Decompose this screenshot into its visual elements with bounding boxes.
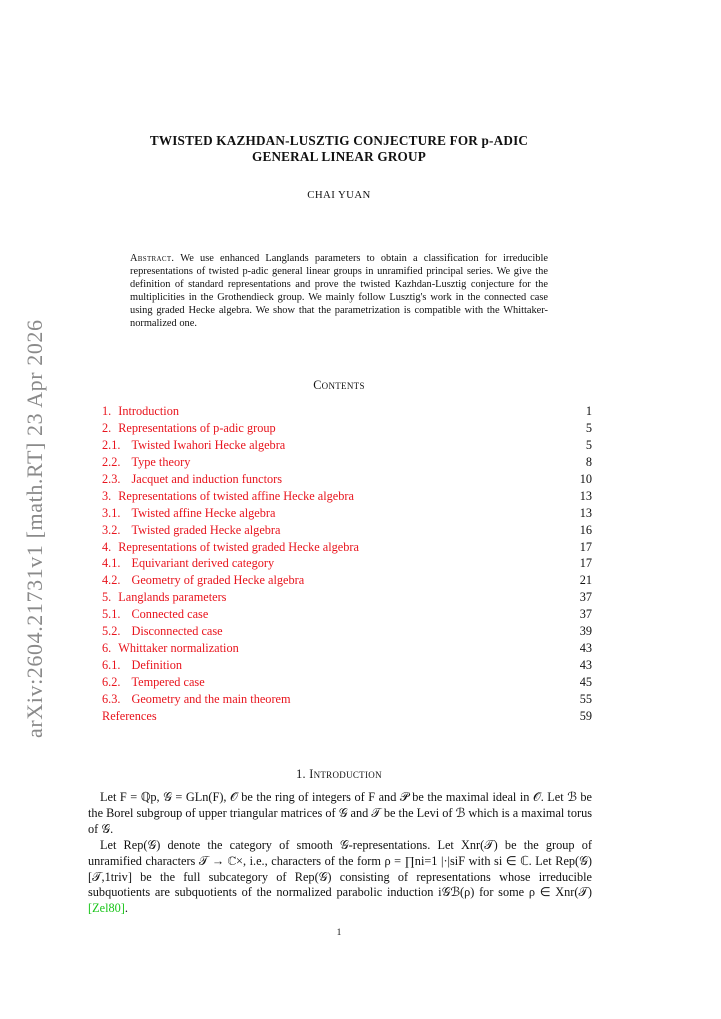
- toc-entry-link[interactable]: [102, 675, 205, 689]
- toc-entry-link[interactable]: [102, 489, 354, 503]
- toc-entry-page: 21: [579, 573, 592, 588]
- section-heading-introduction: 1. Introduction: [296, 767, 382, 781]
- toc-entry-page: 5: [585, 437, 592, 452]
- paper-title: [100, 133, 578, 165]
- toc-entry[interactable]: [102, 555, 592, 572]
- toc-entry-link[interactable]: [102, 641, 239, 655]
- toc-entry[interactable]: [102, 674, 592, 691]
- intro-paragraph-1: Let F = ℚp, 𝒢 = GLn(F), 𝒪 be the ring of integers of F and 𝒫 be the maximal ideal in 𝒪. Let ℬ be the Borel subgroup of upper triangular matrices of 𝒢 and 𝒯 be the Levi of ℬ which is a maximal torus of 𝒢.: [88, 790, 592, 836]
- abstract: [130, 252, 548, 331]
- toc-entry-page: 45: [579, 675, 592, 689]
- toc-entry-page: 59: [579, 708, 592, 723]
- toc-entry-number: 6.1.: [102, 658, 121, 673]
- arxiv-identifier: arXiv:2604.21731v1 [math.RT] 23 Apr 2026: [22, 319, 47, 738]
- toc-entry-title: Representations of twisted affine Hecke algebra: [118, 488, 354, 503]
- toc-entry-number: 2.1.: [102, 437, 121, 452]
- toc-entry-link[interactable]: [102, 438, 285, 452]
- toc-entry-number: 5.2.: [102, 624, 121, 639]
- toc-entry-page: 5: [585, 420, 592, 435]
- paper-author: CHAI YUAN: [307, 189, 371, 201]
- toc-entry-title: Disconnected case: [131, 624, 223, 639]
- toc-entry-number: 3.2.: [102, 522, 121, 537]
- toc-entry-link[interactable]: [102, 523, 280, 537]
- toc-entry-title: Representations of twisted graded Hecke algebra: [118, 539, 359, 554]
- toc-entry-link[interactable]: [102, 658, 182, 672]
- toc-entry-number: 6.2.: [102, 675, 121, 689]
- toc-entry-link[interactable]: [102, 624, 223, 638]
- toc-entry-number: 2.2.: [102, 454, 121, 469]
- toc-entry-title: Langlands parameters: [118, 590, 227, 605]
- toc-entry-page: 39: [579, 624, 592, 639]
- citation-link-zel80[interactable]: [Zel80]: [88, 901, 125, 916]
- toc-entry-number: 4.: [102, 539, 112, 554]
- toc-entry-title: Introduction: [118, 404, 180, 418]
- toc-entry-number: 4.1.: [102, 556, 121, 571]
- introduction-body: [88, 790, 592, 917]
- toc-entry[interactable]: [102, 539, 592, 556]
- toc-entry-title: Equivariant derived category: [131, 556, 275, 571]
- toc-entry[interactable]: [102, 471, 592, 488]
- toc-entry-link[interactable]: [102, 506, 275, 520]
- toc-entry[interactable]: [102, 505, 592, 522]
- toc-entry-page: 16: [579, 522, 592, 537]
- toc-entry-title: Twisted Iwahori Hecke algebra: [131, 437, 286, 452]
- toc-entry-title: Geometry and the main theorem: [131, 691, 291, 706]
- toc-entry-title: Connected case: [131, 607, 209, 622]
- toc-entry-page: 37: [579, 590, 592, 605]
- toc-entry-title: References: [102, 708, 157, 723]
- abstract-text: We use enhanced Langlands parameters to obtain a classification for irreducible representations of twisted p-adic general linear groups in unramified principal series. We give the definition of standard representations and prove the twisted Kazhdan-Lusztig conjecture for the multiplicities in the Grothendieck group. We mainly follow Lusztig's work in the connected case using graded Hecke algebra. We show that the parametrization is compatible with the Whittaker-normalized one.: [130, 253, 548, 330]
- toc-entry-page: 43: [579, 641, 592, 656]
- toc-entry-link[interactable]: [102, 404, 179, 418]
- toc-entry-number: 5.1.: [102, 607, 121, 622]
- toc-entry[interactable]: [102, 589, 592, 606]
- toc-entry-page: 55: [579, 691, 592, 706]
- toc-entry-number: 3.1.: [102, 505, 121, 520]
- page-number: 1: [336, 928, 342, 938]
- toc-entry-title: Definition: [131, 658, 182, 673]
- toc-entry[interactable]: [102, 488, 592, 505]
- toc-entry-link[interactable]: [102, 556, 274, 570]
- toc-entry-link[interactable]: [102, 692, 291, 706]
- toc-entry-number: 2.3.: [102, 471, 121, 486]
- toc-entry-number: 4.2.: [102, 573, 121, 588]
- toc-entry-link[interactable]: [102, 573, 304, 587]
- toc-entry-title: Twisted affine Hecke algebra: [131, 505, 276, 520]
- contents-heading: Contents: [313, 378, 365, 392]
- toc-entry-link[interactable]: [102, 590, 226, 604]
- toc-entry[interactable]: [102, 420, 592, 437]
- intro-paragraph-2-end: .: [124, 901, 128, 916]
- toc-entry-title: Twisted graded Hecke algebra: [131, 522, 281, 537]
- toc-entry-link[interactable]: [102, 472, 282, 486]
- toc-entry-number: 6.3.: [102, 691, 121, 706]
- table-of-contents: [102, 403, 592, 725]
- toc-entry[interactable]: [102, 572, 592, 589]
- toc-entry[interactable]: [102, 454, 592, 471]
- toc-entry[interactable]: [102, 691, 592, 708]
- toc-entry-title: Type theory: [131, 454, 191, 469]
- toc-entry[interactable]: [102, 623, 592, 640]
- toc-entry-page: 13: [579, 488, 592, 503]
- toc-entry-title: Representations of p-adic group: [118, 420, 276, 435]
- toc-entry-link[interactable]: [102, 607, 208, 621]
- toc-entry[interactable]: [102, 403, 592, 420]
- toc-entry-page: 8: [585, 454, 592, 469]
- toc-entry[interactable]: [102, 606, 592, 623]
- toc-entry-page: 1: [585, 404, 592, 418]
- intro-paragraph-2-text: Let Rep(𝒢) denote the category of smooth 𝒢-representations. Let Xnr(𝒯) be the group of unramified characters 𝒯 → ℂ×, i.e., characters of the form ρ = ∏ni=1 |·|siF with si ∈ ℂ. Let Rep(𝒢)[𝒯,1triv] be the full subcategory of Rep(𝒢) consisting of representations whose irreducible subquotients are subquotients of the normalized parabolic induction i𝒢ℬ(ρ) for some ρ ∈ Xnr(𝒯): [88, 837, 592, 900]
- toc-entry-number: 3.: [102, 488, 112, 503]
- toc-entry[interactable]: [102, 657, 592, 674]
- toc-entry-page: 17: [579, 539, 592, 554]
- toc-entry-number: 5.: [102, 590, 112, 605]
- title-line-1: TWISTED KAZHDAN-LUSZTIG CONJECTURE FOR p-ADIC: [149, 133, 529, 148]
- toc-entry-title: Tempered case: [131, 675, 205, 689]
- toc-entry-title: Jacquet and induction functors: [131, 471, 283, 486]
- toc-entry-page: 13: [579, 505, 592, 520]
- toc-entry-link[interactable]: [102, 421, 276, 435]
- toc-entry-link[interactable]: [102, 455, 190, 469]
- toc-entry-number: 6.: [102, 641, 112, 656]
- toc-entry[interactable]: [102, 522, 592, 539]
- toc-entry-number: 2.: [102, 420, 112, 435]
- title-line-2: GENERAL LINEAR GROUP: [252, 149, 426, 164]
- intro-paragraph-2: [88, 838, 592, 918]
- toc-entry-link[interactable]: [102, 540, 359, 554]
- toc-entry[interactable]: [102, 708, 592, 725]
- toc-entry[interactable]: [102, 640, 592, 657]
- toc-entry-page: 17: [579, 556, 592, 571]
- toc-entry-page: 37: [579, 607, 592, 622]
- abstract-label: Abstract.: [130, 253, 175, 264]
- toc-entry-page: 10: [579, 471, 592, 486]
- toc-entry[interactable]: [102, 437, 592, 454]
- toc-entry-number: 1.: [102, 404, 112, 418]
- toc-entry-page: 43: [579, 658, 592, 673]
- toc-entry-title: Whittaker normalization: [118, 641, 239, 656]
- toc-entry-link[interactable]: [102, 709, 157, 723]
- toc-entry-title: Geometry of graded Hecke algebra: [131, 573, 305, 588]
